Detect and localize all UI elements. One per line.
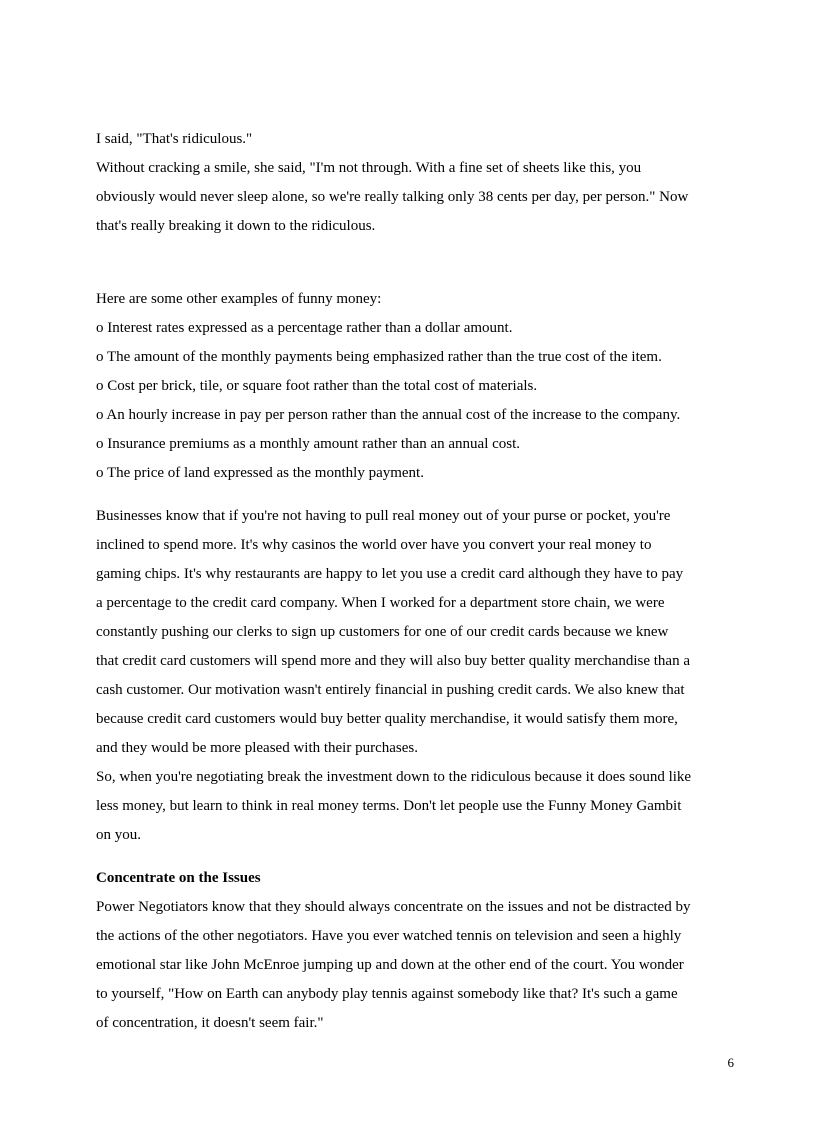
section-paragraph: Power Negotiators know that they should always concentrate on the issues and not be distracted by the actions of the other negotiators. Have you ever watched tennis on television and seen a highly emotional star like John McEnroe jumping up and down at the other end of the court. You wonder to yourself, "How on Earth can anybody play tennis against somebody like that? It's such a game of concentration, it doesn't seem fair.": [96, 899, 691, 1031]
page-content: [96, 125, 746, 1038]
dialogue-line: I said, "That's ridiculous.": [96, 131, 253, 147]
example-item: o An hourly increase in pay per person rather than the annual cost of the increase to the company.: [96, 407, 681, 423]
spacer: [96, 241, 746, 285]
section-heading: Concentrate on the Issues: [96, 870, 261, 886]
conclusion-paragraph: So, when you're negotiating break the investment down to the ridiculous because it does sound like less money, but learn to think in real money terms. Don't let people use the Funny Money Gambit on you.: [96, 769, 692, 843]
example-item: o The amount of the monthly payments being emphasized rather than the true cost of the item.: [96, 349, 662, 365]
spacer: [96, 488, 746, 502]
example-item: o Insurance premiums as a monthly amount rather than an annual cost.: [96, 436, 521, 452]
examples-intro: Here are some other examples of funny money:: [96, 291, 382, 307]
businesses-paragraph: Businesses know that if you're not having to pull real money out of your purse or pocket, you're inclined to spend more. It's why casinos the world over have you convert your real money to gaming chips. It's why restaurants are happy to let you use a credit card although they have to pay a percentage to the credit card company. When I worked for a department store chain, we were constantly pushing our clerks to sign up customers for one of our credit cards because we knew that credit card customers will spend more and they will also buy better quality merchandise than a cash customer. Our motivation wasn't entirely financial in pushing credit cards. We also knew that because credit card customers would buy better quality merchandise, it would satisfy them more, and they would be more pleased with their purchases.: [96, 508, 690, 756]
dialogue-paragraph: Without cracking a smile, she said, "I'm not through. With a fine set of sheets like this, you obviously would never sleep alone, so we're really talking only 38 cents per day, per person." Now that's really breaking it down to the ridiculous.: [96, 160, 689, 234]
example-item: o The price of land expressed as the monthly payment.: [96, 465, 424, 481]
example-item: o Cost per brick, tile, or square foot rather than the total cost of materials.: [96, 378, 538, 394]
spacer: [96, 850, 746, 864]
page-number: 6: [727, 1055, 734, 1070]
example-item: o Interest rates expressed as a percentage rather than a dollar amount.: [96, 320, 513, 336]
